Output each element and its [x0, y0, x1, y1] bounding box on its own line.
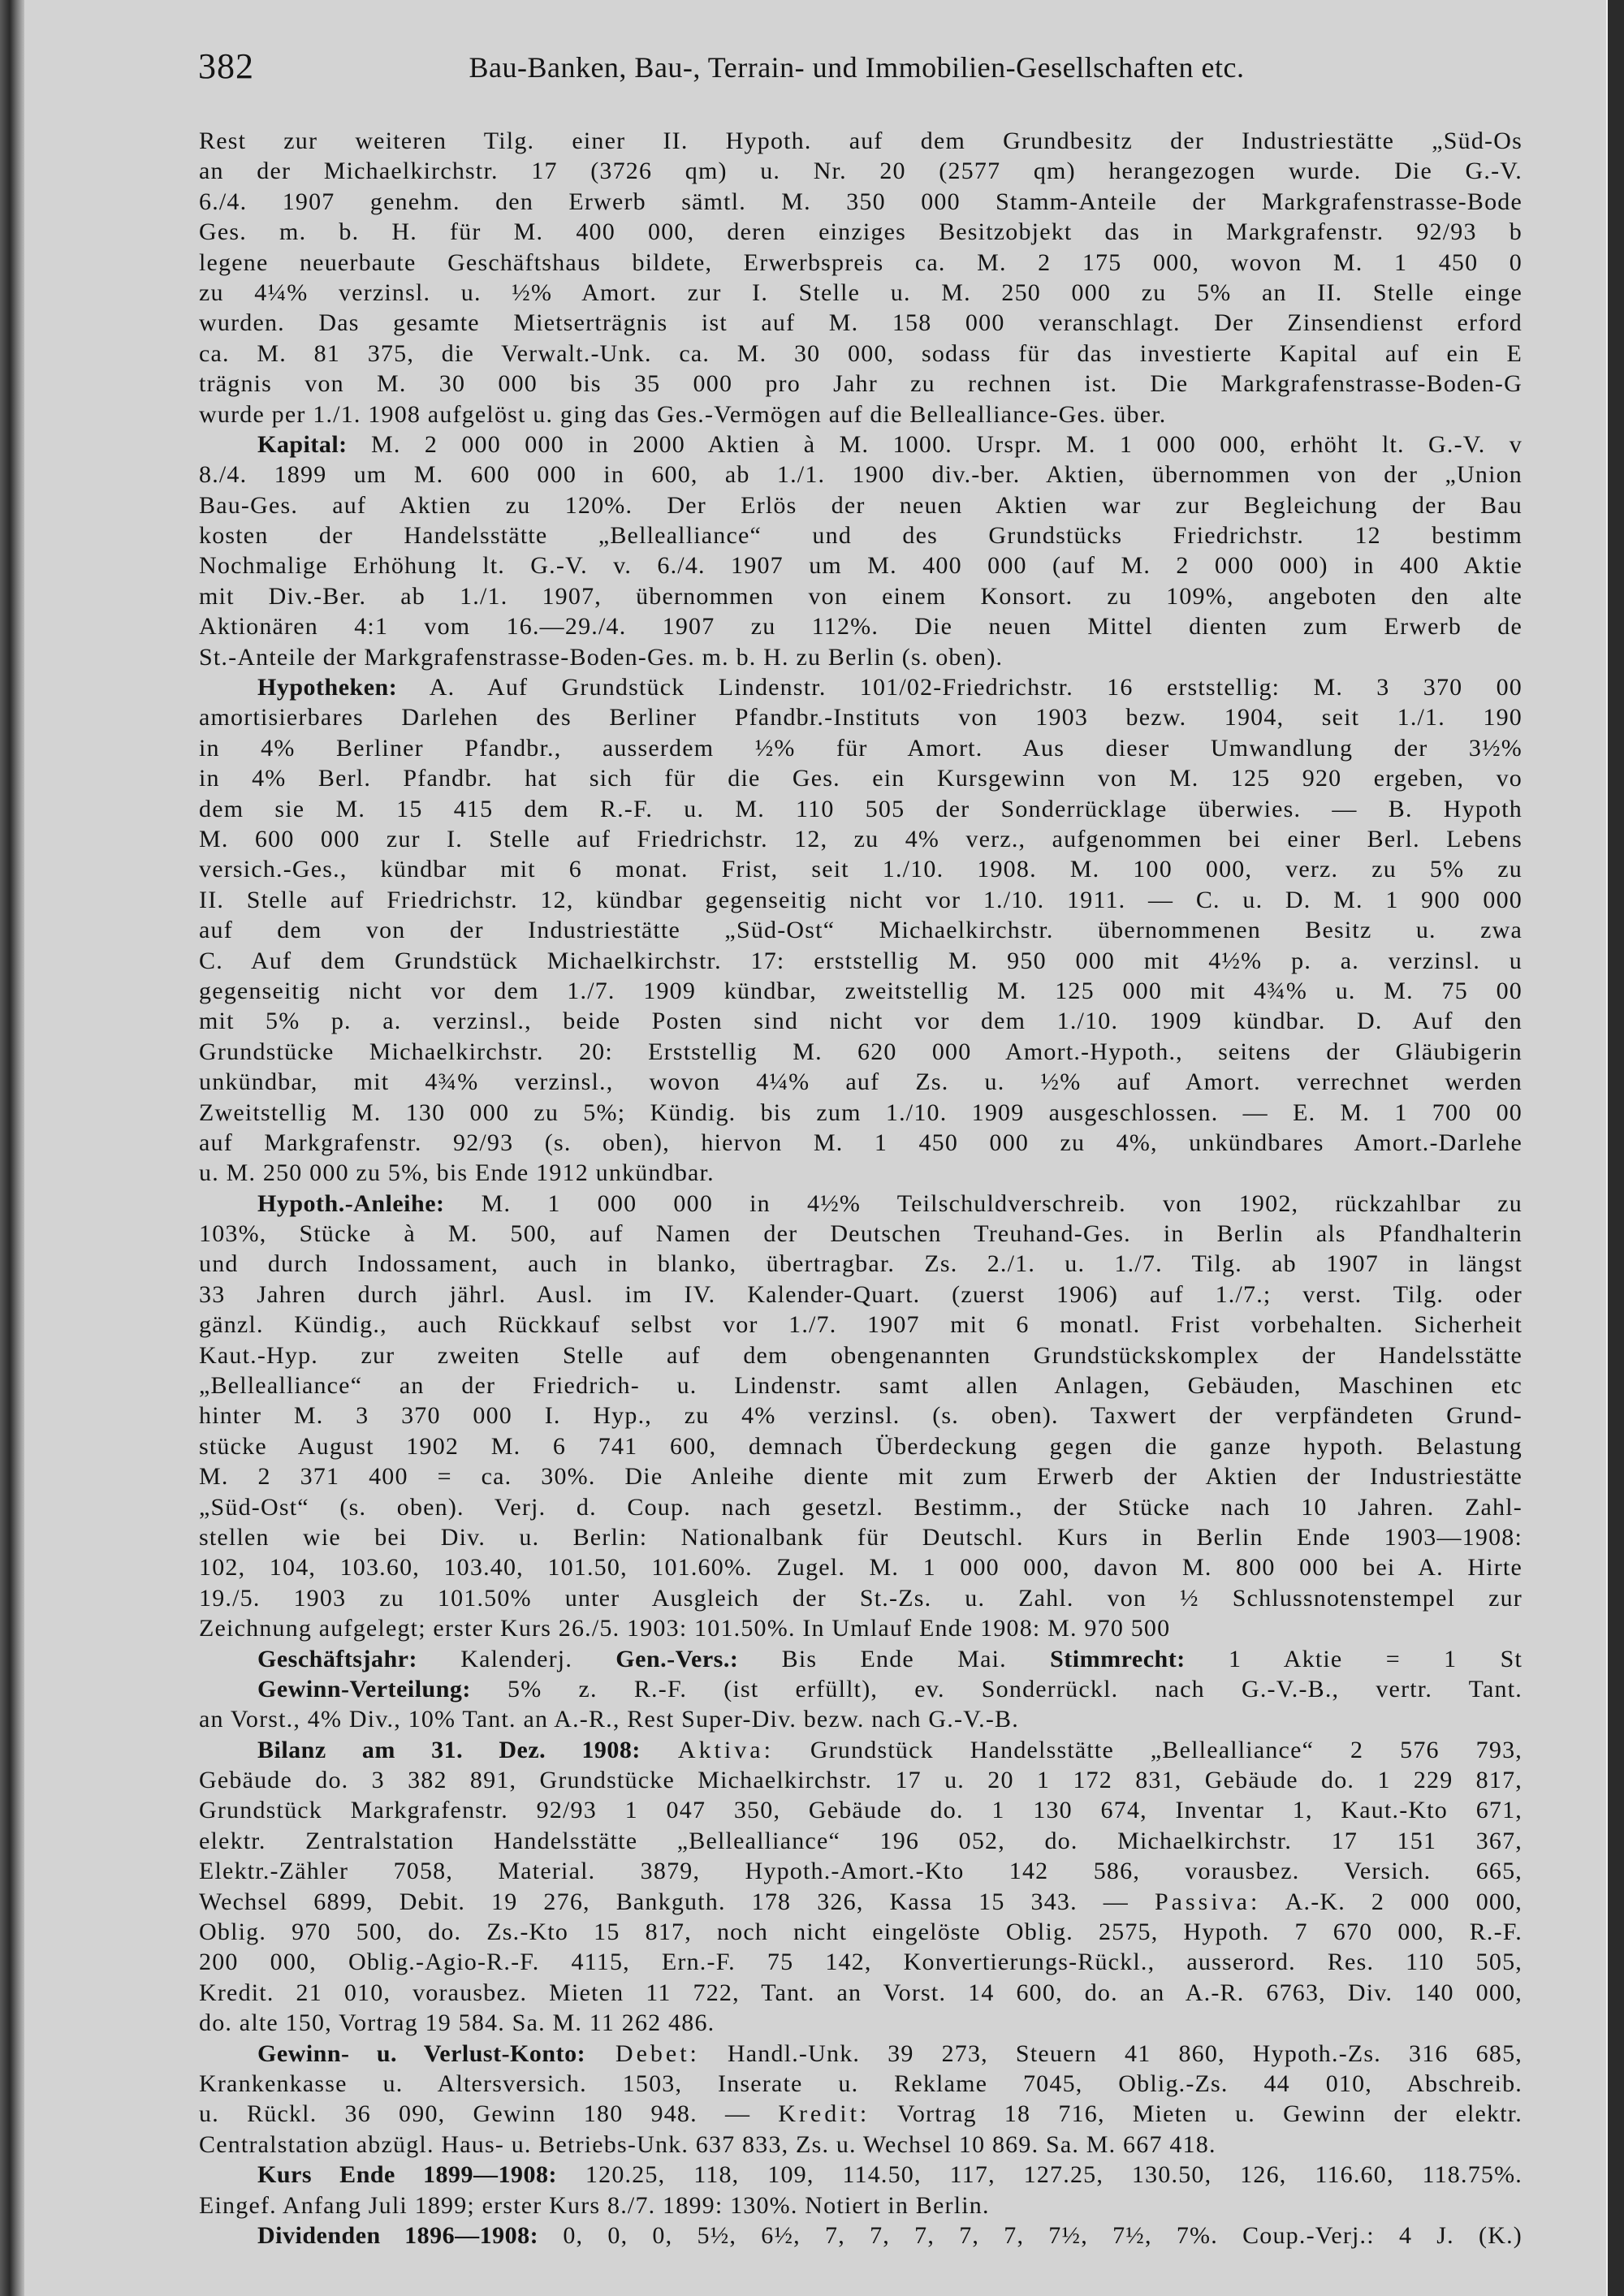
- paragraph: [199, 126, 1522, 429]
- line-text: wurde per 1./1. 1908 aufgelöst u. ging das Ges.-Vermögen auf die Bellealliance-Ges. über.: [199, 400, 1167, 428]
- line-text: 200 000, Oblig.-Agio-R.-F. 4115, Ern.-F. 75 142, Konvertierungs-Rückl., ausserord. Res. 110 505,: [199, 1949, 1522, 1976]
- line-text: Aktionären 4:1 vom 16.—29./4. 1907 zu 112%. Die neuen Mittel dienten zum Erwerb de: [199, 613, 1522, 641]
- text-line: [199, 1037, 1522, 1067]
- line-text: Kaut.-Hyp. zur zweiten Stelle auf dem obengenannten Grundstückskomplex der Handelsstätte: [199, 1341, 1522, 1369]
- text-line: [199, 915, 1522, 945]
- line-text: an Vorst., 4% Div., 10% Tant. an A.-R., Rest Super-Div. bezw. nach G.-V.-B.: [199, 1706, 1019, 1733]
- line-text: mit 5% p. a. verzinsl., beide Posten sind nicht vor dem 1./10. 1909 kündbar. D. Auf den: [199, 1008, 1522, 1035]
- line-text: Oblig. 970 500, do. Zs.-Kto 15 817, noch nicht eingelöste Oblig. 2575, Hypoth. 7 670 000, R.-F.: [199, 1918, 1522, 1946]
- line-text: M. 2 000 000 in 2000 Aktien à M. 1000. Urspr. M. 1 000 000, erhöht lt. G.-V. v: [347, 430, 1522, 458]
- line-text: C. Auf dem Grundstück Michaelkirchstr. 17: erststellig M. 950 000 mit 4½% p. a. verzinsl. u: [199, 947, 1522, 974]
- text-line: [199, 1310, 1522, 1340]
- section-heading: Hypotheken:: [257, 674, 398, 701]
- line-text: gänzl. Kündig., auch Rückkauf selbst vor 1./7. 1907 mit 6 monatl. Frist vorbehalten. Sicherheit: [199, 1311, 1522, 1339]
- text-line: [199, 672, 1522, 702]
- line-text: Centralstation abzügl. Haus- u. Betriebs-Unk. 637 833, Zs. u. Wechsel 10 869. Sa. M. 667 418.: [199, 2130, 1216, 2158]
- paragraph: [199, 2039, 1522, 2160]
- line-text: legene neuerbaute Geschäftshaus bildete, Erwerbspreis ca. M. 2 175 000, wovon M. 1 450 0: [199, 248, 1522, 276]
- line-text: dem sie M. 15 415 dem R.-F. u. M. 110 505 der Sonderrücklage überwies. — B. Hypoth: [199, 795, 1522, 822]
- line-text: Handl.-Unk. 39 273, Steuern 41 860, Hypoth.-Zs. 316 685,: [699, 2039, 1522, 2067]
- text-line: [199, 1370, 1522, 1400]
- text-line: [199, 278, 1522, 308]
- text-line: [199, 1280, 1522, 1310]
- text-line: [199, 1189, 1522, 1219]
- line-text: Ges. m. b. H. für M. 400 000, deren einziges Besitzobjekt das in Markgrafenstr. 92/93 b: [199, 218, 1522, 246]
- line-text: 33 Jahren durch jährl. Ausl. im IV. Kalender-Quart. (zuerst 1906) auf 1./7.; verst. Tilg. oder: [199, 1280, 1522, 1308]
- text-line: [199, 1128, 1522, 1158]
- text-line: [199, 1098, 1522, 1128]
- section-heading: Dividenden 1896—1908:: [257, 2221, 539, 2249]
- text-line: [199, 1674, 1522, 1704]
- line-text: 102, 104, 103.60, 103.40, 101.50, 101.60%. Zugel. M. 1 000 000, davon M. 800 000 bei A. Hirte: [199, 1554, 1522, 1582]
- text-line: [199, 1613, 1522, 1643]
- line-text: M. 1 000 000 in 4½% Teilschuldverschreib. von 1902, rückzahlbar zu: [444, 1189, 1522, 1217]
- line-text: Grundstücke Michaelkirchstr. 20: Erststellig M. 620 000 Amort.-Hypoth., seitens der Gläubigerin: [199, 1038, 1522, 1065]
- line-text: in 4% Berliner Pfandbr., ausserdem ½% für Amort. Aus dieser Umwandlung der 3½%: [199, 734, 1522, 762]
- text-line: [199, 248, 1522, 278]
- line-text: u. Rückl. 36 090, Gewinn 180 948. —: [199, 2100, 779, 2128]
- paragraph: [199, 1644, 1522, 1674]
- spaced-label: Aktiva:: [640, 1736, 774, 1763]
- line-text: II. Stelle auf Friedrichstr. 12, kündbar gegenseitig nicht vor 1./10. 1911. — C. u. D. M. 1 900 000: [199, 886, 1522, 913]
- spaced-label: Debet:: [585, 2039, 700, 2067]
- section-heading: Stimmrecht:: [1050, 1645, 1186, 1672]
- line-text: 8./4. 1899 um M. 600 000 in 600, ab 1./1. 1900 div.-ber. Aktien, übernommen von der „Union: [199, 461, 1522, 489]
- text-line: [199, 1522, 1522, 1552]
- text-line: [199, 611, 1522, 641]
- text-line: [199, 2160, 1522, 2190]
- line-text: stellen wie bei Div. u. Berlin: Nationalbank für Deutschl. Kurs in Berlin Ende 1903—1908:: [199, 1523, 1522, 1551]
- line-text: „Bellealliance“ an der Friedrich- u. Lindenstr. samt allen Anlagen, Gebäuden, Maschinen etc: [199, 1372, 1522, 1400]
- line-text: Zweitstellig M. 130 000 zu 5%; Kündig. bis zum 1./10. 1909 ausgeschlossen. — E. M. 1 700 00: [199, 1098, 1522, 1126]
- line-text: Bis Ende Mai.: [738, 1645, 1051, 1672]
- paragraph: [199, 1674, 1522, 1735]
- text-line: [199, 1704, 1522, 1734]
- text-line: [199, 1765, 1522, 1795]
- text-line: [199, 429, 1522, 460]
- text-line: [199, 763, 1522, 793]
- text-line: [199, 885, 1522, 915]
- line-text: Grundstück Markgrafenstr. 92/93 1 047 350, Gebäude do. 1 130 674, Inventar 1, Kaut.-Kto 671,: [199, 1797, 1522, 1824]
- text-line: [199, 2190, 1522, 2220]
- text-line: [199, 1461, 1522, 1491]
- text-line: [199, 1826, 1522, 1856]
- text-line: [199, 2099, 1522, 2129]
- text-line: [199, 187, 1522, 217]
- section-heading: Kurs Ende 1899—1908:: [257, 2161, 558, 2189]
- text-line: [199, 976, 1522, 1006]
- text-line: [199, 1887, 1522, 1917]
- line-text: versich.-Ges., kündbar mit 6 monat. Frist, seit 1./10. 1908. M. 100 000, verz. zu 5% zu: [199, 856, 1522, 883]
- text-line: [199, 369, 1522, 399]
- line-text: Bau-Ges. auf Aktien zu 120%. Der Erlös der neuen Aktien war zur Begleichung der Bau: [199, 491, 1522, 519]
- line-text: A.-K. 2 000 000,: [1260, 1888, 1522, 1915]
- line-text: do. alte 150, Vortrag 19 584. Sa. M. 11 262 486.: [199, 2009, 715, 2037]
- text-line: [199, 156, 1522, 186]
- text-line: [199, 217, 1522, 247]
- text-line: [199, 550, 1522, 580]
- line-text: Grundstück Handelsstätte „Bellealliance“ 2 576 793,: [773, 1736, 1522, 1763]
- text-line: [199, 1219, 1522, 1249]
- section-heading: Gen.-Vers.:: [615, 1645, 739, 1672]
- line-text: 103%, Stücke à M. 500, auf Namen der Deutschen Treuhand-Ges. in Berlin als Pfandhalterin: [199, 1220, 1522, 1248]
- line-text: gegenseitig nicht vor dem 1./7. 1909 kündbar, zweitstellig M. 125 000 mit 4¾% u. M. 75 00: [199, 977, 1522, 1004]
- text-line: [199, 1978, 1522, 2008]
- line-text: kosten der Handelsstätte „Bellealliance“ und des Grundstücks Friedrichstr. 12 bestimm: [199, 522, 1522, 550]
- line-text: 6./4. 1907 genehm. den Erwerb sämtl. M. 350 000 Stamm-Anteile der Markgrafenstrasse-Bode: [199, 188, 1522, 215]
- line-text: stücke August 1902 M. 6 741 600, demnach Überdeckung gegen die ganze hypoth. Belastung: [199, 1432, 1522, 1460]
- text-line: [199, 520, 1522, 550]
- section-heading: Hypoth.-Anleihe:: [257, 1189, 445, 1217]
- text-line: [199, 1552, 1522, 1582]
- line-text: Kalenderj.: [417, 1645, 616, 1672]
- text-line: [199, 1431, 1522, 1461]
- line-text: mit Div.-Ber. ab 1./1. 1907, übernommen von einem Konsort. zu 109%, angeboten den alte: [199, 582, 1522, 610]
- text-line: [199, 702, 1522, 732]
- line-text: und durch Indossament, auch in blanko, übertragbar. Zs. 2./1. u. 1./7. Tilg. ab 1907 in längst: [199, 1250, 1522, 1278]
- text-line: [199, 733, 1522, 763]
- line-text: wurden. Das gesamte Mietserträgnis ist auf M. 158 000 veranschlagt. Der Zinsendienst erford: [199, 309, 1522, 337]
- text-line: [199, 1400, 1522, 1431]
- line-text: „Süd-Ost“ (s. oben). Verj. d. Coup. nach gesetzl. Bestimm., der Stücke nach 10 Jahren. Zahl-: [199, 1493, 1522, 1521]
- line-text: Elektr.-Zähler 7058, Material. 3879, Hypoth.-Amort.-Kto 142 586, vorausbez. Versich. 665,: [199, 1858, 1522, 1885]
- line-text: Vortrag 18 716, Mieten u. Gewinn der elektr.: [870, 2100, 1522, 2128]
- paragraph: [199, 2220, 1522, 2251]
- line-text: ca. M. 81 375, die Verwalt.-Unk. ca. M. 30 000, sodass für das investierte Kapital auf ein E: [199, 339, 1522, 367]
- line-text: 1 Aktie = 1 St: [1185, 1645, 1522, 1672]
- text-line: [199, 1492, 1522, 1522]
- text-line: [199, 1158, 1522, 1188]
- line-text: zu 4¼% verzinsl. u. ½% Amort. zur I. Stelle u. M. 250 000 zu 5% an II. Stelle einge: [199, 278, 1522, 306]
- line-text: u. M. 250 000 zu 5%, bis Ende 1912 unkündbar.: [199, 1159, 715, 1187]
- text-line: [199, 946, 1522, 976]
- line-text: auf Markgrafenstr. 92/93 (s. oben), hiervon M. 1 450 000 zu 4%, unkündbares Amort.-Darlehe: [199, 1129, 1522, 1156]
- line-text: St.-Anteile der Markgrafenstrasse-Boden-Ges. m. b. H. zu Berlin (s. oben).: [199, 643, 1004, 671]
- text-line: [199, 1644, 1522, 1674]
- text-line: [199, 1340, 1522, 1370]
- line-text: Rest zur weiteren Tilg. einer II. Hypoth. auf dem Grundbesitz der Industriestätte „Süd-Os: [199, 127, 1522, 154]
- text-line: [199, 1856, 1522, 1886]
- line-text: 5% z. R.-F. (ist erfüllt), ev. Sonderrückl. nach G.-V.-B., vertr. Tant.: [470, 1675, 1522, 1703]
- scan-binding-edge: [0, 0, 24, 2296]
- body-text: [199, 126, 1522, 2251]
- line-text: 19./5. 1903 zu 101.50% unter Ausgleich der St.-Zs. u. Zahl. von ½ Schlussnotenstempel zur: [199, 1584, 1522, 1612]
- text-line: [199, 460, 1522, 490]
- scan-page-edge: [1606, 0, 1624, 2296]
- line-text: in 4% Berl. Pfandbr. hat sich für die Ges. ein Kursgewinn von M. 125 920 ergeben, vo: [199, 765, 1522, 792]
- text-line: [199, 308, 1522, 338]
- text-line: [199, 1067, 1522, 1097]
- text-line: [199, 642, 1522, 672]
- line-text: auf dem von der Industriestätte „Süd-Ost“ Michaelkirchstr. übernommenen Besitz u. zwa: [199, 917, 1522, 944]
- text-line: [199, 1917, 1522, 1947]
- line-text: amortisierbares Darlehen des Berliner Pfandbr.-Instituts von 1903 bezw. 1904, seit 1./1. 190: [199, 704, 1522, 732]
- line-text: elektr. Zentralstation Handelsstätte „Bellealliance“ 196 052, do. Michaelkirchstr. 17 151 367,: [199, 1827, 1522, 1854]
- text-line: [199, 2069, 1522, 2099]
- running-title: Bau-Banken, Bau-, Terrain- und Immobilien-Gesellschaften etc.: [469, 51, 1245, 84]
- text-line: [199, 1795, 1522, 1825]
- line-text: an der Michaelkirchstr. 17 (3726 qm) u. Nr. 20 (2577 qm) herangezogen wurde. Die G.-V.: [199, 158, 1522, 185]
- text-line: [199, 2220, 1522, 2251]
- section-heading: Geschäftsjahr:: [257, 1645, 417, 1672]
- line-text: 0, 0, 0, 5½, 6½, 7, 7, 7, 7, 7, 7½, 7½, 7%. Coup.-Verj.: 4 J. (K.): [538, 2221, 1522, 2249]
- text-line: [199, 2008, 1522, 2038]
- line-text: Nochmalige Erhöhung lt. G.-V. v. 6./4. 1907 um M. 400 000 (auf M. 2 000 000) in 400 Aktie: [199, 552, 1522, 580]
- line-text: M. 2 371 400 = ca. 30%. Die Anleihe diente mit zum Erwerb der Aktien der Industriestätte: [199, 1463, 1522, 1491]
- line-text: Eingef. Anfang Juli 1899; erster Kurs 8./7. 1899: 130%. Notiert in Berlin.: [199, 2191, 990, 2219]
- text-line: [199, 399, 1522, 429]
- paragraph: [199, 1735, 1522, 2039]
- line-text: Kredit. 21 010, vorausbez. Mieten 11 722, Tant. an Vorst. 14 600, do. an A.-R. 6763, Div. 140 000,: [199, 1979, 1522, 2006]
- line-text: unkündbar, mit 4¾% verzinsl., wovon 4¼% auf Zs. u. ½% auf Amort. verrechnet werden: [199, 1068, 1522, 1096]
- text-line: [199, 1249, 1522, 1279]
- line-text: A. Auf Grundstück Lindenstr. 101/02-Friedrichstr. 16 erststellig: M. 3 370 00: [397, 674, 1522, 701]
- paragraph: [199, 429, 1522, 672]
- text-line: [199, 126, 1522, 156]
- text-line: [199, 794, 1522, 824]
- line-text: Gebäude do. 3 382 891, Grundstücke Michaelkirchstr. 17 u. 20 1 172 831, Gebäude do. 1 229 817,: [199, 1767, 1522, 1794]
- section-heading: Bilanz am 31. Dez. 1908:: [257, 1736, 641, 1763]
- line-text: hinter M. 3 370 000 I. Hyp., zu 4% verzinsl. (s. oben). Taxwert der verpfändeten Grund-: [199, 1402, 1522, 1430]
- text-line: [199, 339, 1522, 369]
- text-line: [199, 1583, 1522, 1613]
- paragraph: [199, 672, 1522, 1189]
- text-line: [199, 1735, 1522, 1765]
- text-line: [199, 1947, 1522, 1977]
- text-line: [199, 2130, 1522, 2160]
- page-number: 382: [198, 46, 254, 86]
- line-text: Wechsel 6899, Debit. 19 276, Bankguth. 178 326, Kassa 15 343. —: [199, 1888, 1155, 1915]
- text-line: [199, 1006, 1522, 1036]
- line-text: 120.25, 118, 109, 114.50, 117, 127.25, 130.50, 126, 116.60, 118.75%.: [557, 2161, 1522, 2189]
- section-heading: Gewinn- u. Verlust-Konto:: [257, 2039, 586, 2067]
- text-line: [199, 581, 1522, 611]
- text-line: [199, 490, 1522, 520]
- paragraph: [199, 2160, 1522, 2220]
- line-text: trägnis von M. 30 000 bis 35 000 pro Jahr zu rechnen ist. Die Markgrafenstrasse-Boden-G: [199, 370, 1522, 398]
- section-heading: Gewinn-Verteilung:: [257, 1675, 471, 1703]
- text-line: [199, 854, 1522, 884]
- line-text: Krankenkasse u. Altersversich. 1503, Inserate u. Reklame 7045, Oblig.-Zs. 44 010, Abschreib.: [199, 2070, 1522, 2097]
- text-line: [199, 2039, 1522, 2069]
- spaced-label: Kredit:: [778, 2100, 870, 2128]
- spaced-label: Passiva:: [1154, 1888, 1261, 1915]
- line-text: Zeichnung aufgelegt; erster Kurs 26./5. 1903: 101.50%. In Umlauf Ende 1908: M. 970 500: [199, 1615, 1171, 1642]
- line-text: M. 600 000 zur I. Stelle auf Friedrichstr. 12, zu 4% verz., aufgenommen bei einer Berl. Lebens: [199, 825, 1522, 852]
- paragraph: [199, 1189, 1522, 1644]
- text-line: [199, 824, 1522, 854]
- section-heading: Kapital:: [257, 430, 348, 458]
